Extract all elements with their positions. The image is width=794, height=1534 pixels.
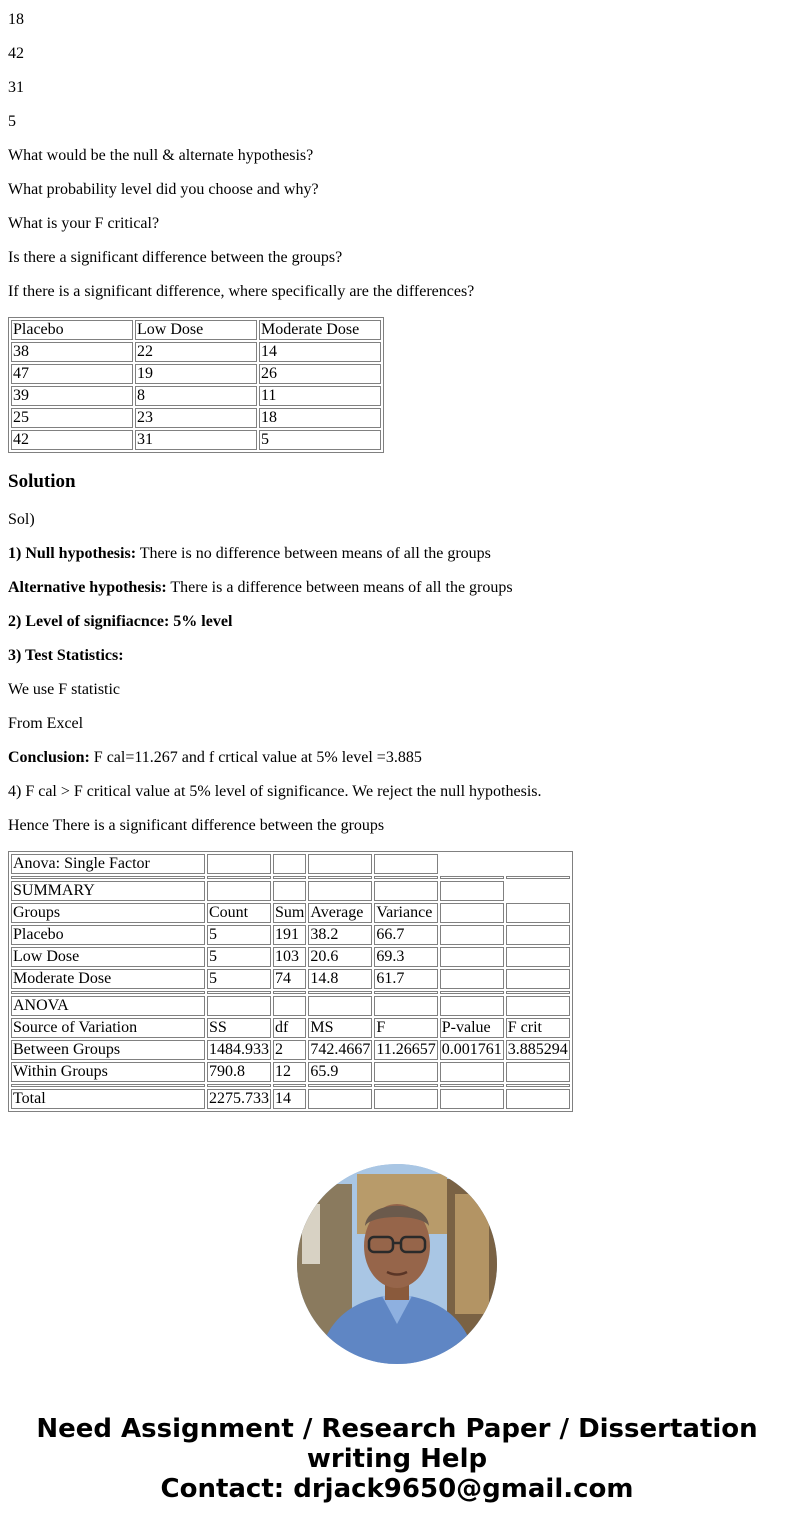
table-cell <box>308 1089 372 1109</box>
table-cell: 74 <box>273 969 306 989</box>
table-cell: 790.8 <box>207 1062 271 1082</box>
table-row <box>11 364 381 384</box>
null-hypothesis-label: 1) Null hypothesis: <box>8 545 137 562</box>
table-cell <box>308 996 372 1016</box>
table-cell: Moderate Dose <box>11 969 205 989</box>
table-cell <box>273 854 306 874</box>
table-cell: 5 <box>207 925 271 945</box>
table-cell: 11 <box>259 386 381 406</box>
table-cell <box>440 1089 504 1109</box>
table-cell <box>207 991 271 994</box>
dose-data-table <box>8 317 384 453</box>
significance-level-label: 2) Level of signifiacnce: 5% level <box>8 613 233 630</box>
value-line: 18 <box>8 11 24 28</box>
table-cell <box>506 881 570 901</box>
table-row <box>11 408 381 428</box>
table-cell: Low Dose <box>11 947 205 967</box>
table-cell <box>374 991 437 994</box>
table-spacer-row <box>11 1084 570 1087</box>
question-hypothesis: What would be the null & alternate hypothesis? <box>8 147 314 164</box>
table-cell: 39 <box>11 386 133 406</box>
table-cell: 11.26657 <box>376 1041 436 1058</box>
table-row <box>11 947 570 967</box>
null-hypothesis-text: There is no difference between means of all the groups <box>136 545 491 562</box>
table-cell: 66.7 <box>374 925 437 945</box>
table-cell <box>440 991 504 994</box>
table-cell: 19 <box>135 364 257 384</box>
table-row <box>11 386 381 406</box>
table-cell <box>506 969 570 989</box>
table-cell <box>440 1062 504 1082</box>
conclusion-label: Conclusion: <box>8 749 90 766</box>
anova-label-row <box>11 996 570 1016</box>
summary-label: SUMMARY <box>11 881 205 901</box>
table-cell: Within Groups <box>11 1062 205 1082</box>
significance-level <box>8 613 786 631</box>
table-row <box>11 925 570 945</box>
table-header-cell: Sum <box>275 904 305 921</box>
table-header-cell: Groups <box>11 903 205 923</box>
document-page <box>0 11 794 1112</box>
table-cell <box>440 925 504 945</box>
table-header-cell: F crit <box>506 1018 570 1038</box>
alternative-hypothesis <box>8 579 786 597</box>
anova-label: ANOVA <box>11 996 205 1016</box>
hence-statement: Hence There is a significant difference between the groups <box>8 817 385 834</box>
alternative-hypothesis-label: Alternative hypothesis: <box>8 579 167 596</box>
decision: 4) F cal > F critical value at 5% level of significance. We reject the null hypothesis. <box>8 783 542 800</box>
table-header-cell: Placebo <box>11 320 133 340</box>
table-cell <box>506 925 570 945</box>
table-cell: 20.6 <box>308 947 372 967</box>
table-cell <box>440 854 504 874</box>
anova-title-row <box>11 854 570 874</box>
table-cell: 25 <box>11 408 133 428</box>
conclusion <box>8 749 786 767</box>
table-cell <box>506 1084 570 1087</box>
table-cell <box>273 881 306 901</box>
table-cell: 22 <box>135 342 257 362</box>
table-cell: 31 <box>135 430 257 450</box>
anova-title: Anova: Single Factor <box>11 854 205 874</box>
table-header-row <box>11 320 381 340</box>
question-f-critical: What is your F critical? <box>8 215 160 232</box>
promo-line: writing Help <box>306 1444 488 1474</box>
test-statistics-label: 3) Test Statistics: <box>8 647 124 664</box>
table-cell: 65.9 <box>308 1062 372 1082</box>
table-cell: Placebo <box>11 925 205 945</box>
table-cell <box>11 876 205 879</box>
table-cell <box>308 1084 372 1087</box>
table-cell: 61.7 <box>374 969 437 989</box>
from-excel: From Excel <box>8 715 84 732</box>
table-cell <box>440 996 504 1016</box>
table-cell: 14.8 <box>308 969 372 989</box>
anova-header-row <box>11 1018 570 1038</box>
table-cell: 1484.933 <box>209 1041 269 1058</box>
table-row <box>11 342 381 362</box>
table-cell <box>440 876 504 879</box>
question-significance: Is there a significant difference between the groups? <box>8 249 343 266</box>
table-cell <box>506 1089 570 1109</box>
table-cell <box>506 876 570 879</box>
table-cell: 38.2 <box>308 925 372 945</box>
table-cell: 14 <box>259 342 381 362</box>
table-cell: 3.885294 <box>507 1041 568 1058</box>
table-row <box>11 969 570 989</box>
table-cell <box>207 881 271 901</box>
table-cell <box>308 991 372 994</box>
table-header-cell: Source of Variation <box>11 1018 205 1038</box>
table-cell: 191 <box>273 925 306 945</box>
table-cell <box>374 876 437 879</box>
table-header-cell: P-value <box>440 1018 504 1038</box>
table-cell: 2 <box>273 1040 306 1060</box>
table-cell <box>506 854 570 874</box>
table-header-cell: Moderate Dose <box>259 320 381 340</box>
table-cell <box>374 881 437 901</box>
table-cell: 12 <box>273 1062 306 1082</box>
table-cell <box>374 854 437 874</box>
table-cell <box>506 991 570 994</box>
table-cell <box>308 854 372 874</box>
table-cell <box>374 1084 437 1087</box>
author-portrait-image <box>297 1164 497 1364</box>
table-cell <box>440 969 504 989</box>
table-cell <box>506 1062 570 1082</box>
table-cell <box>440 1084 504 1087</box>
sol-label: Sol) <box>8 511 35 528</box>
table-cell <box>440 881 504 901</box>
test-statistics <box>8 647 786 665</box>
table-cell: Between Groups <box>11 1040 205 1060</box>
table-header-cell: MS <box>308 1018 372 1038</box>
anova-table <box>8 851 573 1112</box>
promo-line: Need Assignment / Research Paper / Dissertation <box>36 1414 758 1444</box>
alternative-hypothesis-text: There is a difference between means of all the groups <box>166 579 513 596</box>
table-spacer-row <box>11 991 570 994</box>
table-cell: 742.4667 <box>310 1041 371 1058</box>
solution-heading: Solution <box>8 471 76 492</box>
table-cell <box>506 947 570 967</box>
table-cell: 5 <box>207 947 271 967</box>
value-line: 31 <box>8 79 24 96</box>
table-cell: 2275.733 <box>209 1090 269 1107</box>
table-cell <box>308 881 372 901</box>
table-row <box>11 430 381 450</box>
table-header-cell: Variance <box>374 903 437 923</box>
table-cell: 38 <box>11 342 133 362</box>
table-cell <box>308 876 372 879</box>
question-differences: If there is a significant difference, where specifically are the differences? <box>8 283 475 300</box>
table-cell: 42 <box>11 430 133 450</box>
table-cell: 14 <box>273 1089 306 1109</box>
table-header-cell: Low Dose <box>135 320 257 340</box>
author-photo <box>297 1164 497 1364</box>
conclusion-text: F cal=11.267 and f crtical value at 5% level =3.885 <box>89 749 422 766</box>
table-cell <box>440 903 504 923</box>
table-header-cell: df <box>273 1018 306 1038</box>
table-cell <box>273 996 306 1016</box>
table-cell: 23 <box>135 408 257 428</box>
question-probability: What probability level did you choose and why? <box>8 181 319 198</box>
table-cell: 103 <box>273 947 306 967</box>
table-cell <box>11 1084 205 1087</box>
table-cell <box>440 947 504 967</box>
table-cell: 5 <box>207 969 271 989</box>
table-cell <box>374 1089 437 1109</box>
table-row <box>11 1040 570 1060</box>
table-cell: 8 <box>135 386 257 406</box>
table-cell <box>207 1084 271 1087</box>
promo-banner <box>0 1414 794 1504</box>
null-hypothesis <box>8 545 786 563</box>
table-cell <box>11 991 205 994</box>
table-cell <box>273 1084 306 1087</box>
table-cell: 26 <box>259 364 381 384</box>
summary-label-row <box>11 881 570 901</box>
table-cell <box>207 876 271 879</box>
value-line: 42 <box>8 45 24 62</box>
table-cell: 69.3 <box>374 947 437 967</box>
table-cell <box>506 996 570 1016</box>
table-cell <box>207 996 271 1016</box>
table-header-cell: F <box>374 1018 437 1038</box>
table-cell <box>273 991 306 994</box>
summary-header-row <box>11 903 570 923</box>
table-cell <box>374 1062 437 1082</box>
total-row <box>11 1089 570 1109</box>
promo-contact: Contact: drjack9650@gmail.com <box>160 1474 634 1504</box>
table-cell: 5 <box>259 430 381 450</box>
use-f-statistic: We use F statistic <box>8 681 121 698</box>
value-line: 5 <box>8 113 16 130</box>
table-cell: 47 <box>11 364 133 384</box>
table-cell: 18 <box>259 408 381 428</box>
table-cell <box>506 903 570 923</box>
table-header-cell: Average <box>308 903 372 923</box>
table-cell <box>207 854 271 874</box>
table-spacer-row <box>11 876 570 879</box>
table-cell <box>374 996 437 1016</box>
table-cell <box>273 876 306 879</box>
table-header-cell: SS <box>207 1018 271 1038</box>
table-cell: 0.001761 <box>441 1041 502 1058</box>
table-cell: Total <box>11 1089 205 1109</box>
table-row <box>11 1062 570 1082</box>
table-header-cell: Count <box>207 903 271 923</box>
